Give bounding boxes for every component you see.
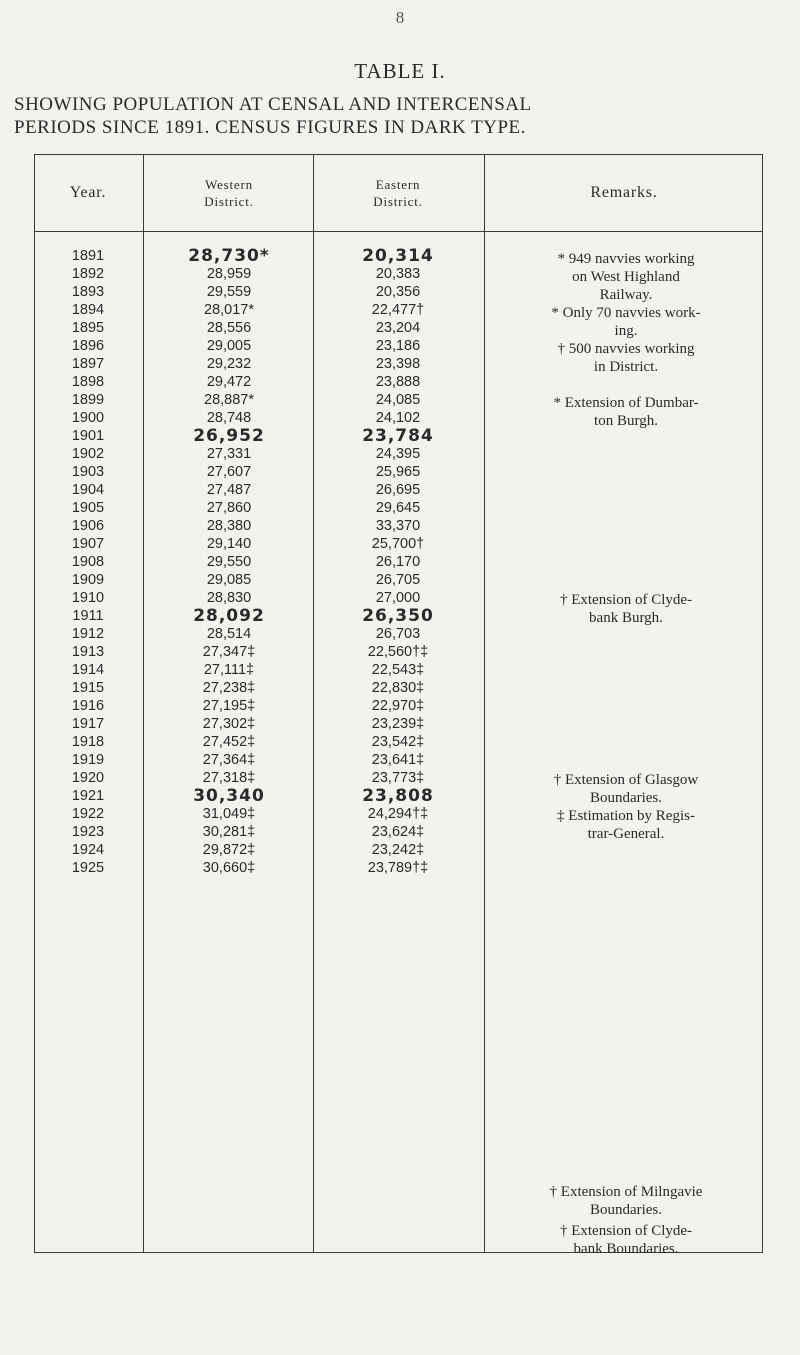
row-western-value: 29,085 — [206, 572, 252, 588]
row-western-value: 28,092 — [193, 606, 265, 626]
row-year: 1891 — [71, 248, 105, 264]
row-western-value: 30,660‡ — [202, 860, 256, 876]
row-western-value: 29,559 — [206, 284, 252, 300]
row-eastern-value: 26,695 — [375, 482, 421, 498]
row-year: 1913 — [71, 644, 105, 660]
row-eastern-value: 25,965 — [375, 464, 421, 480]
row-eastern-value: 23,808 — [362, 786, 434, 806]
row-year: 1897 — [71, 356, 105, 372]
row-western-value: 28,556 — [206, 320, 252, 336]
row-western-value: 29,140 — [206, 536, 252, 552]
row-eastern-value: 22,543‡ — [371, 662, 425, 678]
row-western-value: 27,487 — [206, 482, 252, 498]
row-western-value: 27,607 — [206, 464, 252, 480]
row-eastern-value: 25,700† — [371, 536, 425, 552]
row-eastern-value: 20,356 — [375, 284, 421, 300]
row-year: 1904 — [71, 482, 105, 498]
row-eastern-value: 23,398 — [375, 356, 421, 372]
row-western-value: 27,364‡ — [202, 752, 256, 768]
row-western-value: 27,331 — [206, 446, 252, 462]
divider-east-remarks — [484, 154, 485, 1253]
row-western-value: 28,730* — [188, 246, 270, 266]
row-eastern-value: 24,085 — [375, 392, 421, 408]
row-western-value: 29,872‡ — [202, 842, 256, 858]
right-border — [762, 154, 763, 1253]
row-eastern-value: 22,970‡ — [371, 698, 425, 714]
row-year: 1893 — [71, 284, 105, 300]
header-remarks: Remarks. — [590, 184, 658, 201]
row-western-value: 28,017* — [204, 302, 254, 318]
header-eastern-district: Eastern District. — [373, 177, 423, 209]
row-year: 1914 — [71, 662, 105, 678]
row-year: 1923 — [71, 824, 105, 840]
row-western-value: 30,281‡ — [202, 824, 256, 840]
row-eastern-value: 23,239‡ — [371, 716, 425, 732]
row-eastern-value: 23,789†‡ — [367, 860, 429, 876]
row-year: 1922 — [71, 806, 105, 822]
row-year: 1899 — [71, 392, 105, 408]
row-year: 1895 — [71, 320, 105, 336]
row-year: 1892 — [71, 266, 105, 282]
row-year: 1908 — [71, 554, 105, 570]
row-year: 1898 — [71, 374, 105, 390]
row-western-value: 30,340 — [193, 786, 265, 806]
remark-clydebank-boundaries: † Extension of Clyde- bank Boundaries. — [559, 1223, 693, 1257]
header-western-district: Western District. — [204, 177, 254, 209]
row-western-value: 27,302‡ — [202, 716, 256, 732]
row-eastern-value: 20,383 — [375, 266, 421, 282]
row-year: 1894 — [71, 302, 105, 318]
row-western-value: 28,748 — [206, 410, 252, 426]
remark-500-navvies: † 500 navvies working in District. — [557, 341, 695, 375]
row-western-value: 29,232 — [206, 356, 252, 372]
row-eastern-value: 26,705 — [375, 572, 421, 588]
row-western-value: 27,452‡ — [202, 734, 256, 750]
row-year: 1915 — [71, 680, 105, 696]
row-western-value: 27,111‡ — [203, 662, 255, 678]
row-western-value: 27,347‡ — [202, 644, 256, 660]
remark-navvies-railway: * 949 navvies working on West Highland Railway. — [557, 251, 695, 303]
row-western-value: 31,049‡ — [202, 806, 256, 822]
row-eastern-value: 23,204 — [375, 320, 421, 336]
row-eastern-value: 23,624‡ — [371, 824, 425, 840]
row-year: 1916 — [71, 698, 105, 714]
row-year: 1911 — [72, 608, 104, 624]
row-year: 1912 — [71, 626, 105, 642]
row-western-value: 28,959 — [206, 266, 252, 282]
remark-glasgow-boundaries: † Extension of Glasgow Boundaries. — [553, 772, 699, 806]
row-western-value: 28,380 — [206, 518, 252, 534]
row-year: 1902 — [71, 446, 105, 462]
row-eastern-value: 24,395 — [375, 446, 421, 462]
remark-dumbarton-extension: * Extension of Dumbar- ton Burgh. — [553, 395, 699, 429]
row-eastern-value: 27,000 — [375, 590, 421, 606]
table-subtitle — [14, 93, 794, 139]
row-eastern-value: 23,242‡ — [371, 842, 425, 858]
row-western-value: 27,860 — [206, 500, 252, 516]
header-year: Year. — [69, 184, 107, 201]
row-year: 1920 — [71, 770, 105, 786]
row-year: 1918 — [71, 734, 105, 750]
row-year: 1917 — [71, 716, 105, 732]
row-year: 1900 — [71, 410, 105, 426]
row-eastern-value: 33,370 — [375, 518, 421, 534]
row-western-value: 28,887* — [204, 392, 254, 408]
table-title: TABLE I. — [354, 59, 446, 83]
row-year: 1910 — [71, 590, 105, 606]
remark-only-70-navvies: * Only 70 navvies work- ing. — [551, 305, 701, 339]
row-western-value: 29,550 — [206, 554, 252, 570]
row-eastern-value: 20,314 — [362, 246, 434, 266]
remark-milngavie-boundaries: † Extension of Milngavie Boundaries. — [549, 1184, 703, 1218]
row-year: 1903 — [71, 464, 105, 480]
row-eastern-value: 29,645 — [375, 500, 421, 516]
row-eastern-value: 23,542‡ — [371, 734, 425, 750]
row-eastern-value: 26,350 — [362, 606, 434, 626]
row-year: 1921 — [71, 788, 105, 804]
remark-registrar-estimation: ‡ Estimation by Regis- trar-General. — [557, 808, 695, 842]
row-eastern-value: 24,294†‡ — [367, 806, 429, 822]
row-year: 1906 — [71, 518, 105, 534]
row-eastern-value: 23,888 — [375, 374, 421, 390]
row-eastern-value: 22,830‡ — [371, 680, 425, 696]
row-eastern-value: 26,170 — [375, 554, 421, 570]
row-western-value: 28,830 — [206, 590, 252, 606]
row-year: 1919 — [71, 752, 105, 768]
row-year: 1925 — [71, 860, 105, 876]
row-western-value: 28,514 — [206, 626, 252, 642]
subtitle-line-1: SHOWING POPULATION AT CENSAL AND INTERCENSAL — [14, 94, 532, 115]
row-year: 1924 — [71, 842, 105, 858]
row-year: 1905 — [71, 500, 105, 516]
row-year: 1896 — [71, 338, 105, 354]
row-eastern-value: 23,186 — [375, 338, 421, 354]
remark-clydebank-burgh: † Extension of Clyde- bank Burgh. — [559, 592, 693, 626]
row-eastern-value: 23,784 — [362, 426, 434, 446]
row-western-value: 29,472 — [206, 374, 252, 390]
row-eastern-value: 23,641‡ — [371, 752, 425, 768]
row-western-value: 29,005 — [206, 338, 252, 354]
row-eastern-value: 22,560†‡ — [367, 644, 429, 660]
divider-year-west — [143, 154, 144, 1253]
row-eastern-value: 23,773‡ — [371, 770, 425, 786]
row-eastern-value: 22,477† — [371, 302, 425, 318]
row-eastern-value: 26,703 — [375, 626, 421, 642]
row-year: 1909 — [71, 572, 105, 588]
page-number: 8 — [395, 8, 405, 27]
row-eastern-value: 24,102 — [375, 410, 421, 426]
row-western-value: 26,952 — [193, 426, 265, 446]
row-western-value: 27,318‡ — [202, 770, 256, 786]
row-western-value: 27,238‡ — [202, 680, 256, 696]
row-year: 1907 — [71, 536, 105, 552]
row-western-value: 27,195‡ — [202, 698, 256, 714]
subtitle-line-2: PERIODS SINCE 1891. CENSUS FIGURES IN DARK TYPE. — [14, 117, 526, 138]
row-year: 1901 — [71, 428, 105, 444]
